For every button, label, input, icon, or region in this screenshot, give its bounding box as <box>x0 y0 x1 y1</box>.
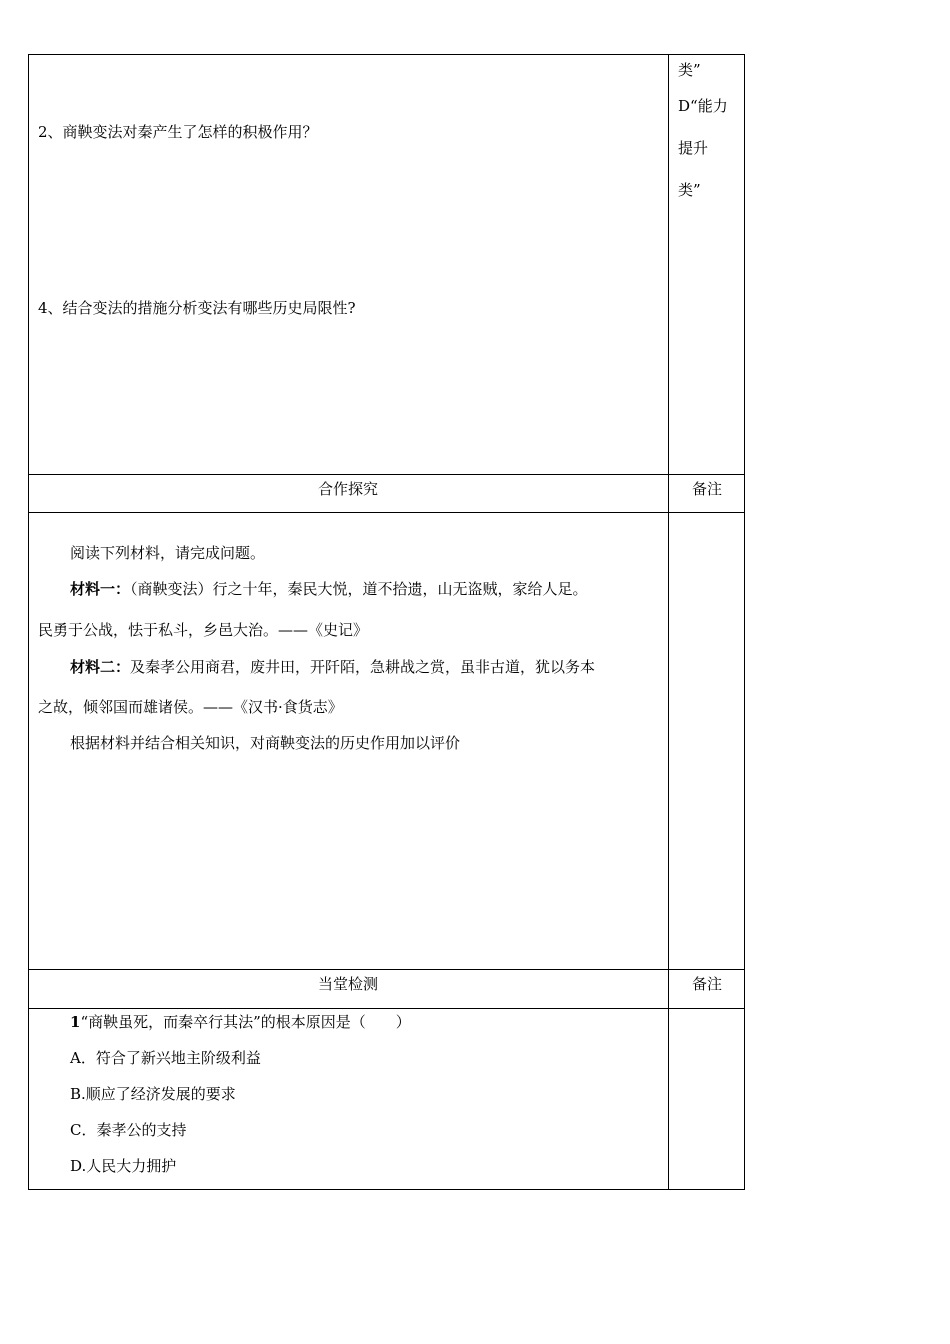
question-text: “商鞅虽死，而秦卒行其法”的根本原因是（ ） <box>80 1013 411 1031</box>
side-note-line: D“能力 <box>678 97 728 115</box>
row-divider <box>28 1008 745 1009</box>
question-4: 4、结合变法的措施分析变法有哪些历史局限性? <box>38 299 356 317</box>
row-divider <box>28 512 745 513</box>
test-question-1 <box>70 1012 411 1032</box>
material-1-text: （商鞅变法）行之十年，秦民大悦，道不拾遗，山无盗贼，家给人足。 <box>130 580 588 598</box>
option-c: C．秦孝公的支持 <box>70 1121 187 1139</box>
material-2-line-2: 之故，倾邻国而雄诸侯。——《汉书·食货志》 <box>38 698 343 716</box>
task-text: 根据材料并结合相关知识，对商鞅变法的历史作用加以评价 <box>70 734 461 752</box>
row-divider <box>28 969 745 970</box>
material-1-label: 材料一： <box>70 580 131 598</box>
question-2: 2、商鞅变法对秦产生了怎样的积极作用？ <box>38 123 318 141</box>
question-number: 1 <box>70 1013 81 1031</box>
side-note-line: 类” <box>678 181 701 199</box>
option-d: D.人民大力拥护 <box>70 1157 177 1175</box>
notes-header: 备注 <box>691 480 722 498</box>
option-a: A．符合了新兴地主阶级利益 <box>70 1049 261 1067</box>
section-header-cooperation: 合作探究 <box>317 480 378 498</box>
option-b: B.顺应了经济发展的要求 <box>70 1085 236 1103</box>
notes-header: 备注 <box>691 975 722 993</box>
column-divider <box>668 54 669 1190</box>
material-1-line-2: 民勇于公战，怯于私斗，乡邑大治。——《史记》 <box>38 621 369 639</box>
material-2-line-1 <box>70 657 595 677</box>
intro-text: 阅读下列材料，请完成问题。 <box>70 544 266 562</box>
material-2-text: 及秦孝公用商君，废井田，开阡陌，急耕战之赏，虽非古道，犹以务本 <box>130 658 596 676</box>
material-1-line-1 <box>70 579 588 599</box>
material-2-label: 材料二： <box>70 658 131 676</box>
row-divider <box>28 474 745 475</box>
side-note-line: 提升 <box>678 139 709 157</box>
side-note-line: 类” <box>678 61 701 79</box>
section-header-test: 当堂检测 <box>317 975 378 993</box>
